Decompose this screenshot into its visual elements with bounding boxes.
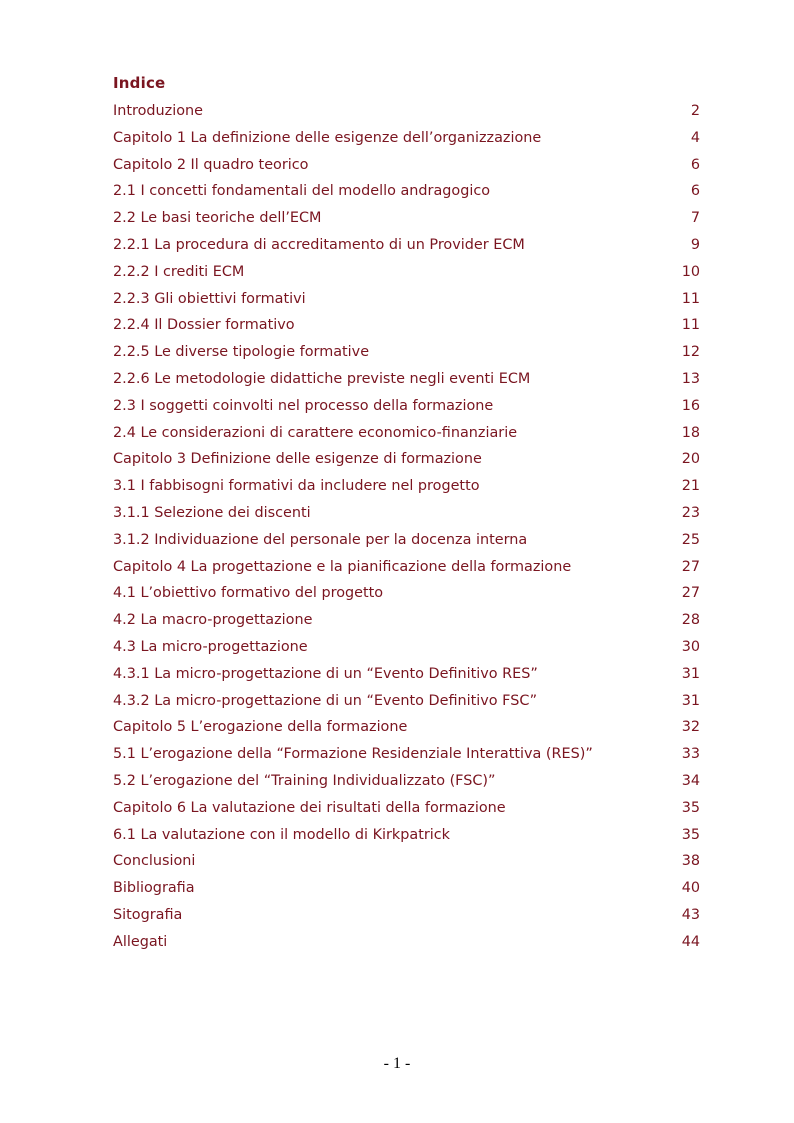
- toc-entry-page-number: 21: [681, 478, 700, 495]
- toc-entry-page-number: 18: [681, 424, 700, 441]
- toc-entry-label: 2.2 Le basi teoriche dell’ECM: [113, 210, 322, 227]
- toc-entry[interactable]: [113, 473, 700, 500]
- toc-entry-page-number: 7: [690, 210, 700, 227]
- toc-entry[interactable]: [113, 634, 700, 661]
- toc-entry[interactable]: [113, 527, 700, 554]
- toc-title: Indice: [113, 74, 166, 92]
- toc-entry-label: Capitolo 3 Definizione delle esigenze di formazione: [113, 451, 482, 468]
- toc-entry-label: 2.3 I soggetti coinvolti nel processo della formazione: [113, 397, 494, 414]
- toc-entry[interactable]: [113, 286, 700, 313]
- toc-entry[interactable]: [113, 875, 700, 902]
- toc-entry-page-number: 31: [681, 692, 700, 709]
- toc-entry-label: Sitografia: [113, 906, 183, 923]
- toc-entry[interactable]: [113, 661, 700, 688]
- toc-entry-page-number: 20: [681, 451, 700, 468]
- toc-entry[interactable]: [113, 848, 700, 875]
- toc-entry-page-number: 34: [681, 772, 700, 789]
- toc-entry-page-number: 11: [681, 290, 700, 307]
- toc-entry-page-number: 30: [681, 638, 700, 655]
- toc-entry[interactable]: [113, 688, 700, 715]
- toc-entry[interactable]: [113, 420, 700, 447]
- toc-entry-page-number: 31: [681, 665, 700, 682]
- toc-entry-label: 2.2.1 La procedura di accreditamento di un Provider ECM: [113, 236, 525, 253]
- toc-entry-page-number: 35: [681, 799, 700, 816]
- toc-entry-page-number: 13: [681, 370, 700, 387]
- toc-entry-label: Capitolo 5 L’erogazione della formazione: [113, 719, 408, 736]
- toc-entry-label: 4.3.2 La micro-progettazione di un “Evento Definitivo FSC”: [113, 692, 538, 709]
- toc-entry[interactable]: [113, 98, 700, 125]
- toc-entry-page-number: 27: [681, 558, 700, 575]
- toc-entry-label: 3.1.1 Selezione dei discenti: [113, 504, 311, 521]
- toc-entry-page-number: 23: [681, 504, 700, 521]
- toc-entry[interactable]: [113, 339, 700, 366]
- toc-entry-label: 2.2.3 Gli obiettivi formativi: [113, 290, 306, 307]
- toc-entry-page-number: 28: [681, 612, 700, 629]
- table-of-contents: [113, 98, 700, 956]
- toc-entry-label: Conclusioni: [113, 853, 196, 870]
- toc-entry-page-number: 38: [681, 853, 700, 870]
- toc-entry-page-number: 25: [681, 531, 700, 548]
- page-number: - 1 -: [383, 1055, 411, 1072]
- toc-entry-label: 2.2.6 Le metodologie didattiche previste negli eventi ECM: [113, 370, 531, 387]
- toc-entry-page-number: 35: [681, 826, 700, 843]
- toc-entry-page-number: 12: [681, 344, 700, 361]
- toc-entry[interactable]: [113, 366, 700, 393]
- toc-entry-page-number: 4: [690, 129, 700, 146]
- toc-entry[interactable]: [113, 714, 700, 741]
- toc-entry-label: 2.2.5 Le diverse tipologie formative: [113, 344, 370, 361]
- toc-entry[interactable]: [113, 929, 700, 956]
- toc-entry[interactable]: [113, 554, 700, 581]
- toc-entry-label: Capitolo 6 La valutazione dei risultati della formazione: [113, 799, 506, 816]
- toc-entry-label: Capitolo 4 La progettazione e la pianificazione della formazione: [113, 558, 572, 575]
- toc-entry-label: Allegati: [113, 933, 168, 950]
- toc-entry[interactable]: [113, 607, 700, 634]
- toc-entry-label: 5.1 L’erogazione della “Formazione Residenziale Interattiva (RES)”: [113, 746, 593, 763]
- toc-entry[interactable]: [113, 178, 700, 205]
- toc-entry[interactable]: [113, 232, 700, 259]
- toc-entry-label: 3.1 I fabbisogni formativi da includere nel progetto: [113, 478, 480, 495]
- toc-entry[interactable]: [113, 125, 700, 152]
- toc-entry-label: Introduzione: [113, 103, 203, 119]
- toc-entry-label: 5.2 L’erogazione del “Training Individualizzato (FSC)”: [113, 772, 496, 789]
- toc-entry[interactable]: [113, 446, 700, 473]
- toc-entry[interactable]: [113, 259, 700, 286]
- toc-entry-label: 4.3.1 La micro-progettazione di un “Evento Definitivo RES”: [113, 665, 538, 682]
- toc-entry[interactable]: [113, 500, 700, 527]
- toc-entry-page-number: 11: [681, 317, 700, 334]
- toc-entry-page-number: 43: [681, 906, 700, 923]
- toc-entry-label: 4.2 La macro-progettazione: [113, 612, 313, 629]
- toc-entry-page-number: 9: [690, 236, 700, 253]
- toc-entry-page-number: 16: [681, 397, 700, 414]
- toc-entry-page-number: 6: [690, 156, 700, 173]
- toc-entry[interactable]: [113, 312, 700, 339]
- toc-entry-label: 3.1.2 Individuazione del personale per la docenza interna: [113, 531, 528, 548]
- toc-entry[interactable]: [113, 822, 700, 849]
- toc-entry-label: 4.1 L’obiettivo formativo del progetto: [113, 585, 384, 602]
- toc-entry-page-number: 33: [681, 746, 700, 763]
- toc-entry-page-number: 27: [681, 585, 700, 602]
- toc-entry-page-number: 2: [690, 103, 700, 119]
- toc-entry[interactable]: [113, 768, 700, 795]
- toc-entry[interactable]: [113, 580, 700, 607]
- toc-entry[interactable]: [113, 795, 700, 822]
- toc-entry-label: 6.1 La valutazione con il modello di Kirkpatrick: [113, 826, 451, 843]
- toc-entry-label: 2.1 I concetti fondamentali del modello andragogico: [113, 183, 491, 200]
- toc-entry[interactable]: [113, 205, 700, 232]
- toc-entry-label: 4.3 La micro-progettazione: [113, 638, 308, 655]
- toc-entry-page-number: 40: [681, 880, 700, 897]
- toc-entry-label: Capitolo 1 La definizione delle esigenze dell’organizzazione: [113, 129, 542, 146]
- toc-entry-label: 2.4 Le considerazioni di carattere economico-finanziarie: [113, 424, 518, 441]
- toc-entry[interactable]: [113, 152, 700, 179]
- toc-entry-label: Bibliografia: [113, 880, 195, 897]
- toc-entry-page-number: 6: [690, 183, 700, 200]
- toc-entry-label: 2.2.4 Il Dossier formativo: [113, 317, 295, 334]
- toc-entry-label: 2.2.2 I crediti ECM: [113, 263, 245, 280]
- toc-entry[interactable]: [113, 393, 700, 420]
- toc-entry-label: Capitolo 2 Il quadro teorico: [113, 156, 309, 173]
- toc-entry-page-number: 44: [681, 933, 700, 950]
- toc-entry-page-number: 32: [681, 719, 700, 736]
- toc-entry[interactable]: [113, 741, 700, 768]
- toc-entry[interactable]: [113, 902, 700, 929]
- toc-entry-page-number: 10: [681, 263, 700, 280]
